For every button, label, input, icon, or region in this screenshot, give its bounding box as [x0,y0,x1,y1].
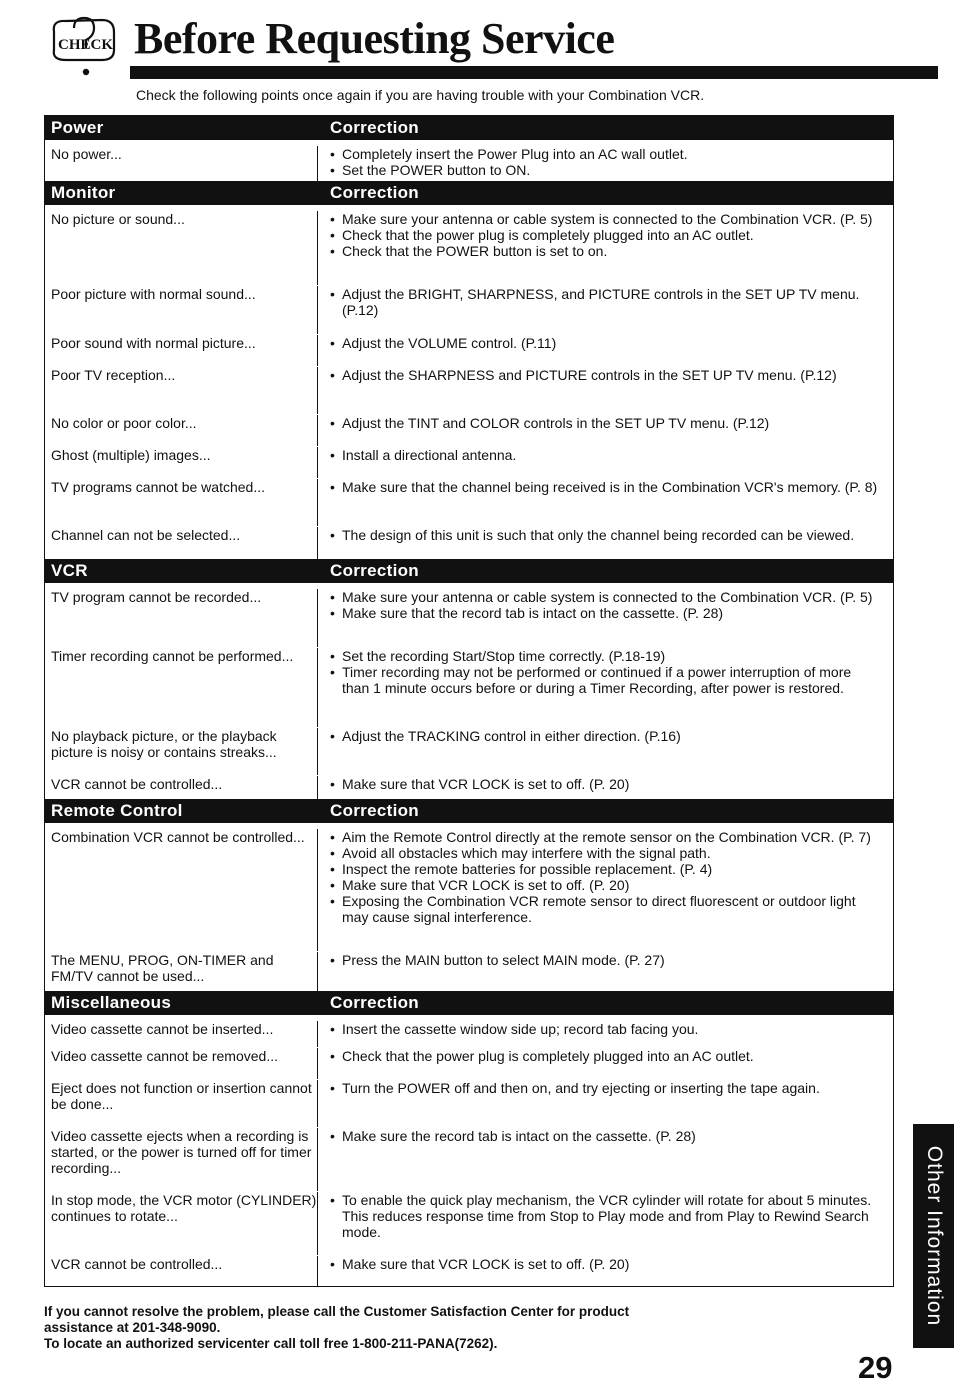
problem-text: No power... [51,146,122,162]
table-row [45,823,893,951]
problem-text: No picture or sound... [51,211,185,227]
correction-cell [317,415,893,446]
section-title: Power [51,118,104,137]
correction-list [328,415,881,431]
correction-item: • Exposing the Combination VCR remote sensor to direct fluorescent or outdoor light may cause signal interference. [328,893,881,925]
section-title: Miscellaneous [51,993,172,1012]
side-tab [913,1124,954,1348]
correction-cell [317,1128,893,1191]
correction-cell [317,146,893,181]
correction-item: • Completely insert the Power Plug into an AC wall outlet. [328,146,881,162]
correction-item: • Press the MAIN button to select MAIN mode. (P. 27) [328,952,881,968]
correction-item: • Make sure that VCR LOCK is set to off. (P. 20) [328,877,881,893]
correction-list [328,1048,881,1064]
correction-list [328,728,881,744]
correction-item: • To enable the quick play mechanism, the VCR cylinder will rotate for about 5 minutes. This reduces response time from Stop to Play mode and from Play to Rewind Search mode. [328,1192,881,1240]
correction-item: • Check that the POWER button is set to on. [328,243,881,259]
correction-item: • Set the POWER button to ON. [328,162,881,178]
correction-list [328,146,881,178]
correction-item: • Make sure that the record tab is intact on the cassette. (P. 28) [328,605,881,621]
table-row [45,1255,893,1286]
correction-item: • Adjust the TINT and COLOR controls in the SET UP TV menu. (P.12) [328,415,881,431]
problem-text: Poor sound with normal picture... [51,335,256,351]
table-row [45,478,893,526]
problem-text: The MENU, PROG, ON-TIMER and FM/TV cannot be used... [51,952,274,984]
correction-list [328,952,881,968]
correction-list [328,1021,881,1037]
logo-text: CHECK [58,37,114,53]
correction-cell [317,447,893,478]
correction-cell [317,648,893,727]
check-magnifier-icon [44,12,122,78]
correction-item: • Timer recording may not be performed or continued if a power interruption of more than 1 minute occurs before or during a Timer Recording, after power is restored. [328,664,881,696]
section-header [45,799,893,823]
correction-label: Correction [330,183,419,202]
correction-cell [317,286,893,334]
correction-cell [317,1192,893,1255]
correction-list [328,286,881,318]
section-header [45,181,893,205]
correction-item: • Adjust the VOLUME control. (P.11) [328,335,881,351]
correction-cell [317,479,893,526]
table-row [45,1047,893,1079]
table-row [45,414,893,446]
correction-label: Correction [330,118,419,137]
correction-list [328,1256,881,1272]
page-number: 29 [858,1350,893,1385]
correction-cell [317,829,893,951]
correction-list [328,447,881,463]
correction-cell [317,211,893,285]
footer-note [44,1304,629,1352]
table-row [45,1079,893,1127]
table-row [45,775,893,799]
table-row [45,951,893,991]
correction-list [328,1080,881,1096]
problem-text: No color or poor color... [51,415,197,431]
section-title: Monitor [51,183,116,202]
problem-text: VCR cannot be controlled... [51,1256,223,1272]
title-rule [130,66,938,79]
correction-item: • Make sure the record tab is intact on the cassette. (P. 28) [328,1128,881,1144]
table-row [45,647,893,727]
correction-item: • Check that the power plug is completely plugged into an AC outlet. [328,1048,881,1064]
problem-text: In stop mode, the VCR motor (CYLINDER) continues to rotate... [51,1192,317,1224]
correction-list [328,211,881,259]
correction-cell [317,952,893,991]
problem-text: Poor TV reception... [51,367,176,383]
correction-item: • Inspect the remote batteries for possible replacement. (P. 4) [328,861,881,877]
footer-line: To locate an authorized servicenter call toll free 1-800-211-PANA(7262). [44,1336,498,1351]
correction-cell [317,776,893,799]
correction-label: Correction [330,801,419,820]
correction-cell [317,589,893,647]
correction-cell [317,1256,893,1286]
correction-list [328,648,881,696]
problem-text: Ghost (multiple) images... [51,447,211,463]
correction-label: Correction [330,993,419,1012]
table-row [45,727,893,775]
section-header [45,559,893,583]
correction-list [328,367,881,383]
correction-item: • Check that the power plug is completely plugged into an AC outlet. [328,227,881,243]
correction-list [328,776,881,792]
correction-cell [317,1021,893,1047]
table-row [45,583,893,647]
problem-text: Video cassette ejects when a recording is started, or the power is turned off for timer recording... [51,1128,312,1176]
footer-line: assistance at 201-348-9090. [44,1320,221,1335]
problem-text: Eject does not function or insertion cannot be done... [51,1080,312,1112]
problem-text: Channel can not be selected... [51,527,241,543]
table-row [45,140,893,181]
table-row [45,526,893,559]
correction-item: • Make sure your antenna or cable system is connected to the Combination VCR. (P. 5) [328,589,881,605]
correction-item: • Make sure that VCR LOCK is set to off. (P. 20) [328,776,881,792]
correction-list [328,589,881,621]
correction-item: • Adjust the SHARPNESS and PICTURE controls in the SET UP TV menu. (P.12) [328,367,881,383]
problem-text: Poor picture with normal sound... [51,286,256,302]
correction-item: • Make sure that the channel being received is in the Combination VCR's memory. (P. 8) [328,479,881,495]
correction-cell [317,527,893,559]
side-tab-label: Other Information [922,1145,946,1327]
table-row [45,1191,893,1255]
correction-item: • Avoid all obstacles which may interfere with the signal path. [328,845,881,861]
problem-text: Video cassette cannot be inserted... [51,1021,274,1037]
section-title: VCR [51,561,88,580]
correction-list [328,829,881,925]
problem-text: Video cassette cannot be removed... [51,1048,278,1064]
correction-item: • Make sure your antenna or cable system is connected to the Combination VCR. (P. 5) [328,211,881,227]
correction-list [328,335,881,351]
table-row [45,285,893,334]
problem-text: VCR cannot be controlled... [51,776,223,792]
correction-item: • Aim the Remote Control directly at the remote sensor on the Combination VCR. (P. 7) [328,829,881,845]
problem-text: Timer recording cannot be performed... [51,648,294,664]
section-header [45,116,893,140]
problem-text: Combination VCR cannot be controlled... [51,829,305,845]
table-row [45,446,893,478]
correction-cell [317,367,893,414]
correction-cell [317,1048,893,1079]
correction-cell [317,335,893,366]
correction-item: • The design of this unit is such that only the channel being recorded can be viewed. [328,527,881,543]
problem-text: TV program cannot be recorded... [51,589,262,605]
table-row [45,205,893,285]
correction-list [328,479,881,495]
correction-item: • Make sure that VCR LOCK is set to off. (P. 20) [328,1256,881,1272]
correction-item: • Set the recording Start/Stop time correctly. (P.18-19) [328,648,881,664]
table-row [45,1127,893,1191]
troubleshooting-table [44,115,894,1287]
correction-list [328,1128,881,1144]
table-row [45,334,893,366]
problem-text: TV programs cannot be watched... [51,479,265,495]
section-header [45,991,893,1015]
correction-label: Correction [330,561,419,580]
problem-text: No playback picture, or the playback picture is noisy or contains streaks... [51,728,277,760]
correction-item: • Adjust the BRIGHT, SHARPNESS, and PICTURE controls in the SET UP TV menu. (P.12) [328,286,881,318]
footer-line: If you cannot resolve the problem, please call the Customer Satisfaction Center for product [44,1304,630,1319]
correction-list [328,1192,881,1240]
table-row [45,1015,893,1047]
correction-item: • Install a directional antenna. [328,447,881,463]
table-row [45,366,893,414]
correction-item: • Turn the POWER off and then on, and try ejecting or inserting the tape again. [328,1080,881,1096]
correction-item: • Insert the cassette window side up; record tab facing you. [328,1021,881,1037]
correction-cell [317,1080,893,1127]
intro-text: Check the following points once again if you are having trouble with your Combination VCR. [136,87,705,103]
correction-list [328,527,881,543]
page-header [44,8,894,78]
section-title: Remote Control [51,801,183,820]
correction-item: • Adjust the TRACKING control in either direction. (P.16) [328,728,881,744]
correction-cell [317,728,893,775]
page-title: Before Requesting Service [134,14,615,63]
